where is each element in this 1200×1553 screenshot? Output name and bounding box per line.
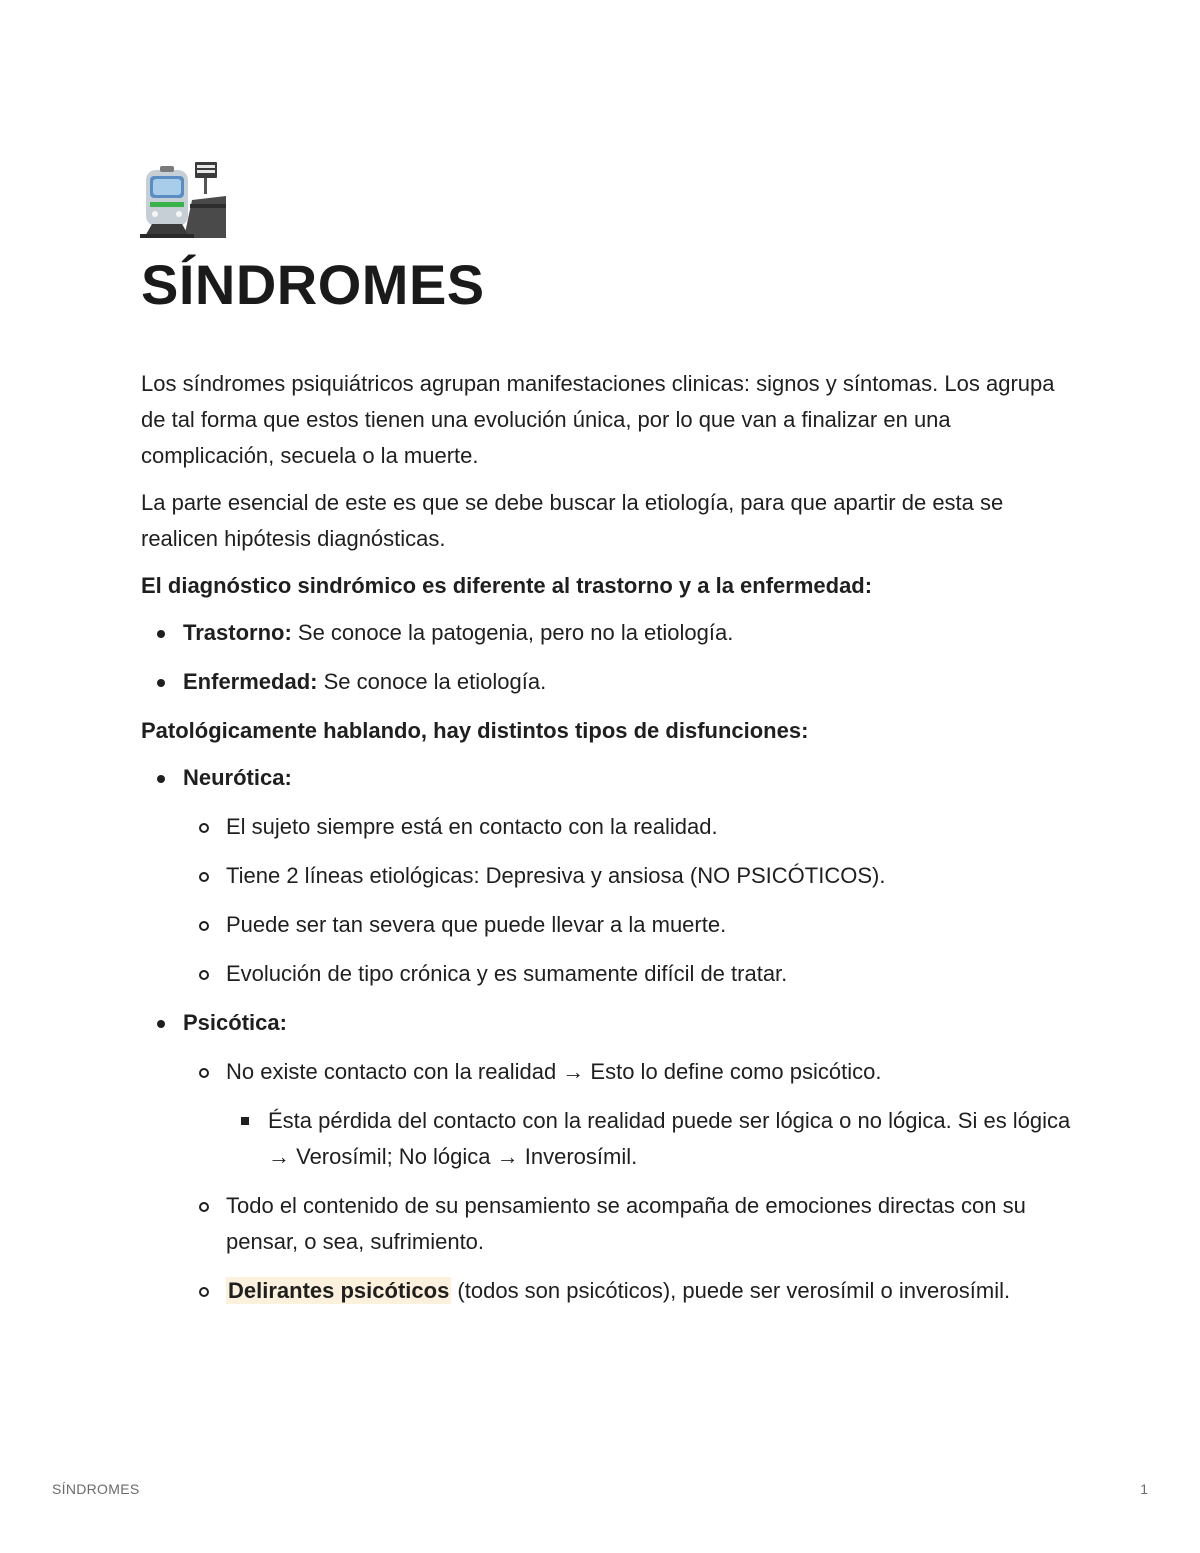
- list-item: [141, 1188, 1071, 1260]
- list-item-psicotica: [141, 1005, 1071, 1041]
- list-item: [141, 858, 1071, 894]
- neurotica-item-text: Evolución de tipo crónica y es sumamente difícil de tratar.: [226, 961, 788, 986]
- bullet-circle-icon: [199, 970, 209, 980]
- label-neurotica: Neurótica:: [183, 765, 292, 790]
- bullet-circle-icon: [199, 1287, 209, 1297]
- bullet-circle-icon: [199, 1202, 209, 1212]
- definition-trastorno: Se conoce la patogenia, pero no la etiología.: [291, 620, 734, 645]
- definition-enfermedad: Se conoce la etiología.: [317, 669, 547, 694]
- bullet-circle-icon: [199, 823, 209, 833]
- psicotica-item-text: No existe contacto con la realidad → Esto lo define como psicótico.: [226, 1059, 882, 1084]
- bullet-disc-icon: [157, 775, 165, 783]
- psicotica-subitem-text: Ésta pérdida del contacto con la realidad puede ser lógica o no lógica. Si es lógica → Verosímil; No lógica → Inverosímil.: [268, 1108, 1071, 1169]
- section-heading-diagnostico: El diagnóstico sindrómico es diferente al trastorno y a la enfermedad:: [141, 573, 873, 598]
- term-enfermedad: Enfermedad:: [183, 669, 318, 694]
- page-number: 1: [1140, 1481, 1148, 1497]
- bullet-square-icon: [241, 1117, 249, 1125]
- neurotica-item-text: El sujeto siempre está en contacto con la realidad.: [226, 814, 718, 839]
- list-item: [141, 1054, 1071, 1090]
- definitions-list: [141, 615, 1071, 700]
- footer-title: SÍNDROMES: [52, 1481, 140, 1497]
- label-psicotica: Psicótica:: [183, 1010, 287, 1035]
- section-heading-disfunciones: Patológicamente hablando, hay distintos tipos de disfunciones:: [141, 718, 809, 743]
- metro-train-at-platform-icon: [140, 160, 226, 238]
- psicotica-item-text: Todo el contenido de su pensamiento se acompaña de emociones directas con su pensar, o sea, sufrimiento.: [226, 1193, 1026, 1254]
- page-title: SÍNDROMES: [141, 253, 485, 316]
- bullet-disc-icon: [157, 679, 165, 687]
- list-item-neurotica: [141, 760, 1071, 796]
- disfunciones-list: [141, 760, 1071, 1309]
- bullet-circle-icon: [199, 1068, 209, 1078]
- neurotica-item-text: Tiene 2 líneas etiológicas: Depresiva y ansiosa (NO PSICÓTICOS).: [226, 863, 886, 888]
- list-item: [141, 809, 1071, 845]
- neurotica-item-text: Puede ser tan severa que puede llevar a la muerte.: [226, 912, 727, 937]
- highlighted-term: Delirantes psicóticos: [228, 1278, 450, 1303]
- list-item: [141, 907, 1071, 943]
- bullet-disc-icon: [157, 1020, 165, 1028]
- list-item: [141, 956, 1071, 992]
- term-trastorno: Trastorno:: [183, 620, 292, 645]
- psicotica-item-text: (todos son psicóticos), puede ser verosímil o inverosímil.: [451, 1278, 1011, 1303]
- list-item: [141, 1103, 1071, 1175]
- bullet-circle-icon: [199, 872, 209, 882]
- list-item-enfermedad: [141, 664, 1071, 700]
- bullet-disc-icon: [157, 630, 165, 638]
- intro-paragraph: Los síndromes psiquiátricos agrupan manifestaciones clinicas: signos y síntomas. Los agrupa de tal forma que estos tienen una evolución única, por lo que van a finalizar en una complicación, secuela o la muerte.: [141, 371, 1055, 468]
- list-item: [141, 1273, 1071, 1309]
- list-item-trastorno: [141, 615, 1071, 651]
- document-body: [141, 366, 1071, 1322]
- etiology-paragraph: La parte esencial de este es que se debe buscar la etiología, para que apartir de esta se realicen hipótesis diagnósticas.: [141, 490, 1004, 551]
- bullet-circle-icon: [199, 921, 209, 931]
